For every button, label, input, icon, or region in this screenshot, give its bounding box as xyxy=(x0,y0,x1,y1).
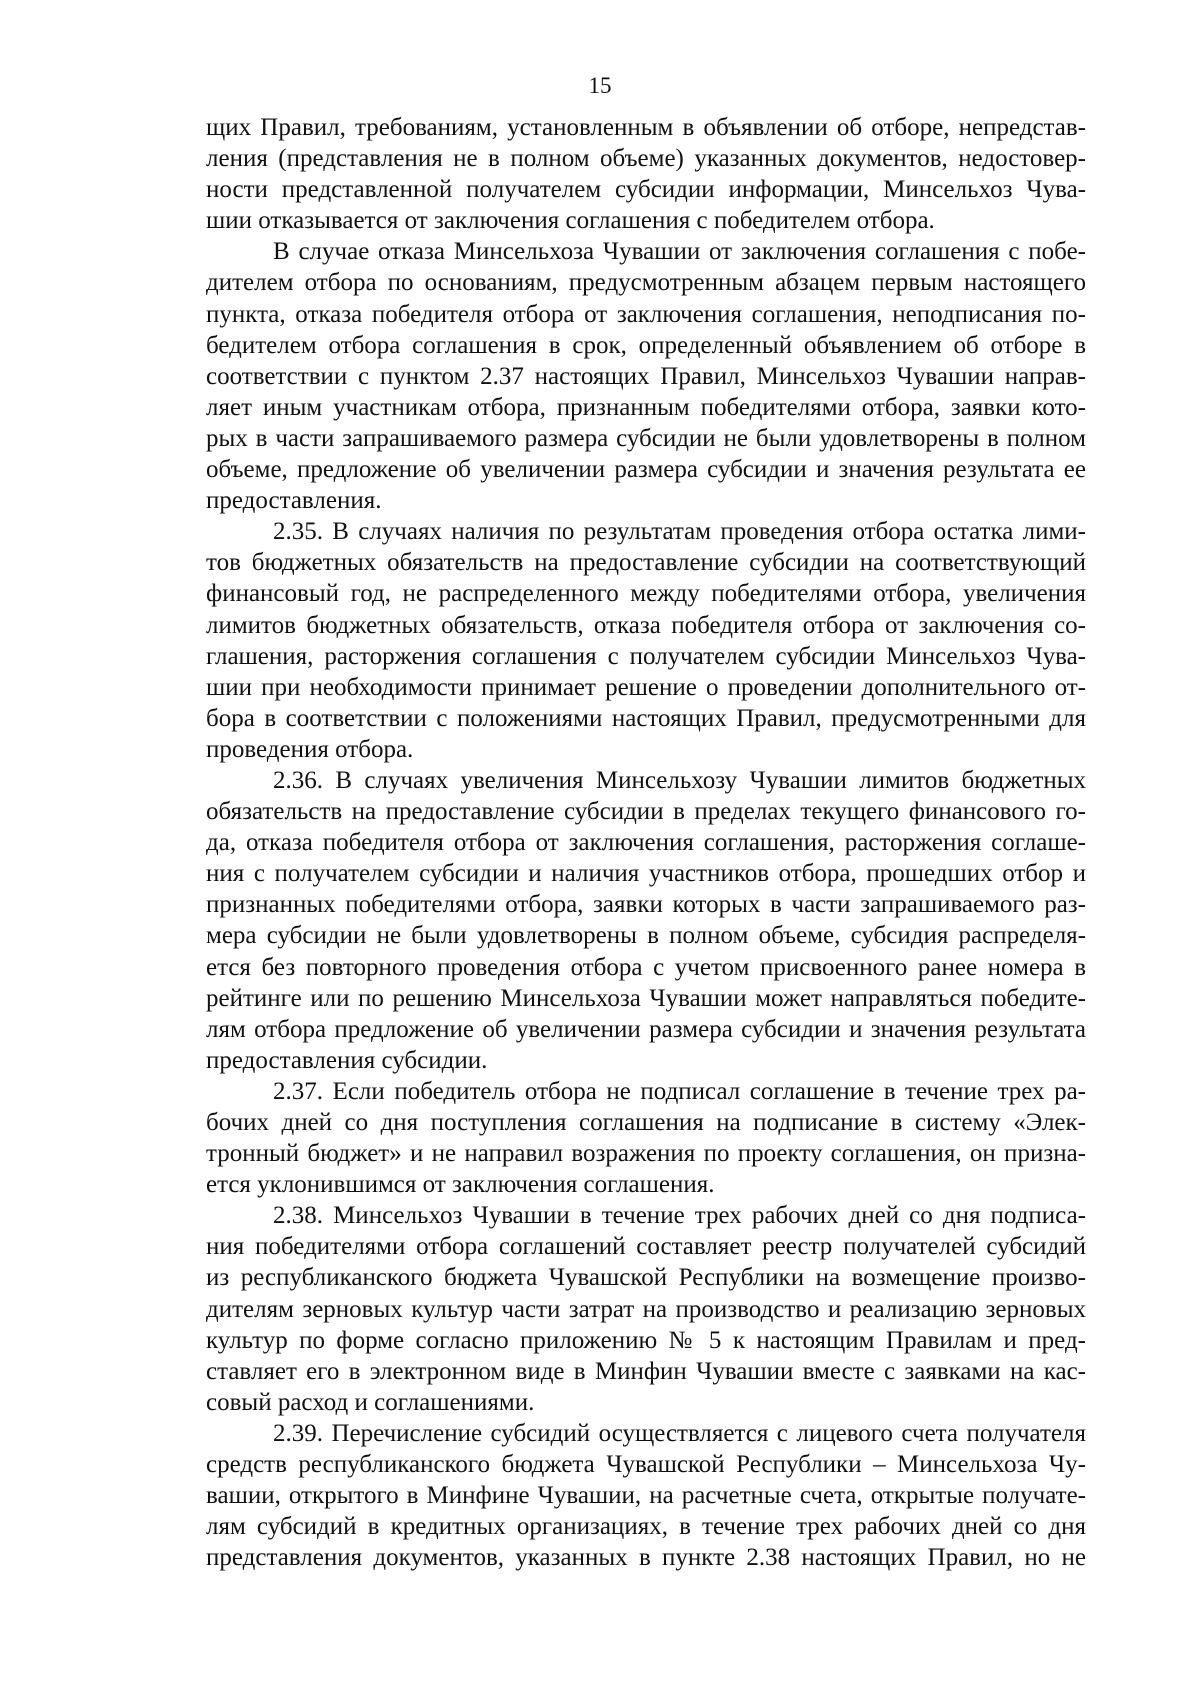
text-line: 2.37. Если победитель отбора не подписал соглашение в течение трех ра- xyxy=(273,1077,1086,1105)
text-line: ставляет его в электронном виде в Минфин Чувашии вместе с заявками на кас- xyxy=(206,1357,1086,1385)
text-line: лимитов бюджетных обязательств, отказа победителя отбора от заключения со- xyxy=(206,611,1086,639)
text-line: тронный бюджет» и не направил возражения по проекту соглашения, он призна- xyxy=(206,1140,1086,1168)
text-line: ния победителями отбора соглашений составляет реестр получателей субсидий xyxy=(206,1233,1086,1261)
text-line: щих Правил, требованиям, установленным в объявлении об отборе, непредстав- xyxy=(206,114,1086,141)
text-line: соответствии с пунктом 2.37 настоящих Правил, Минсельхоз Чувашии направ- xyxy=(206,362,1086,390)
text-line: лям отбора предложение об увеличении размера субсидии и значения результата xyxy=(206,1015,1086,1043)
text-line: 2.39. Перечисление субсидий осуществляется с лицевого счета получателя xyxy=(273,1419,1086,1447)
text-line: пункта, отказа победителя отбора от заключения соглашения, неподписания по- xyxy=(206,300,1086,328)
text-line: культур по форме согласно приложению № 5 к настоящим Правилам и пред- xyxy=(206,1326,1086,1354)
paragraph xyxy=(206,516,1086,765)
text-line: ляет иным участникам отбора, признанным победителями отбора, заявки кото- xyxy=(206,393,1086,421)
document-body xyxy=(206,112,1086,1573)
paragraph xyxy=(206,1076,1086,1200)
text-line: 2.35. В случаях наличия по результатам проведения отбора остатка лими- xyxy=(273,518,1086,546)
paragraph xyxy=(206,1418,1086,1573)
text-line: рых в части запрашиваемого размера субсидии не были удовлетворены в полном xyxy=(206,424,1086,452)
page-number: 15 xyxy=(588,73,612,98)
paragraph xyxy=(206,112,1086,236)
text-line: лям субсидий в кредитных организациях, в течение трех рабочих дней со дня xyxy=(206,1513,1086,1541)
text-line: проведения отбора. xyxy=(206,735,414,763)
text-line: бедителем отбора соглашения в срок, определенный объявлением об отборе в xyxy=(206,331,1086,359)
text-line: представления документов, указанных в пункте 2.38 настоящих Правил, но не xyxy=(206,1544,1086,1572)
text-line: признанных победителями отбора, заявки которых в части запрашиваемого раз- xyxy=(206,891,1086,919)
paragraph xyxy=(206,236,1086,516)
text-line: ности представленной получателем субсидии информации, Минсельхоз Чува- xyxy=(206,176,1086,204)
text-line: совый расход и соглашениями. xyxy=(206,1388,535,1416)
text-line: ления (представления не в полном объеме) указанных документов, недостовер- xyxy=(206,145,1086,173)
text-line: 2.38. Минсельхоз Чувашии в течение трех рабочих дней со дня подписа- xyxy=(273,1202,1086,1230)
text-line: ется уклонившимся от заключения соглашения. xyxy=(206,1171,715,1199)
text-line: бочих дней со дня поступления соглашения на подписание в систему «Элек- xyxy=(206,1109,1086,1136)
text-line: мера субсидии не были удовлетворены в полном объеме, субсидия распределя- xyxy=(206,922,1086,950)
text-line: объеме, предложение об увеличении размера субсидии и значения результата ее xyxy=(206,456,1086,484)
text-line: шии отказывается от заключения соглашения с победителем отбора. xyxy=(206,207,935,235)
text-line: обязательств на предоставление субсидии в пределах текущего финансового го- xyxy=(206,798,1086,826)
text-line: предоставления. xyxy=(206,487,382,515)
text-line: бора в соответствии с положениями настоящих Правил, предусмотренными для xyxy=(206,704,1086,732)
paragraph xyxy=(206,1200,1086,1418)
text-line: тов бюджетных обязательств на предоставление субсидии на соответствующий xyxy=(206,549,1086,577)
text-line: 2.36. В случаях увеличения Минсельхозу Чувашии лимитов бюджетных xyxy=(273,766,1086,794)
text-line: предоставления субсидии. xyxy=(206,1046,488,1074)
text-line: из республиканского бюджета Чувашской Республики на возмещение произво- xyxy=(206,1264,1086,1292)
text-line: да, отказа победителя отбора от заключения соглашения, расторжения соглаше- xyxy=(206,829,1086,857)
text-line: ется без повторного проведения отбора с учетом присвоенного ранее номера в xyxy=(206,953,1086,981)
text-line: дителем отбора по основаниям, предусмотренным абзацем первым настоящего xyxy=(206,269,1086,297)
text-line: глашения, расторжения соглашения с получателем субсидии Минсельхоз Чува- xyxy=(206,642,1086,670)
paragraph xyxy=(206,765,1086,1076)
text-line: финансовый год, не распределенного между победителями отбора, увеличения xyxy=(206,580,1086,608)
text-line: дителям зерновых культур части затрат на производство и реализацию зерновых xyxy=(206,1295,1086,1323)
text-line: шии при необходимости принимает решение о проведении дополнительного от- xyxy=(206,673,1086,701)
text-line: вашии, открытого в Минфине Чувашии, на расчетные счета, открытые получате- xyxy=(206,1482,1086,1510)
text-line: средств республиканского бюджета Чувашской Республики – Минсельхоза Чу- xyxy=(206,1451,1086,1479)
text-line: ния с получателем субсидии и наличия участников отбора, прошедших отбор и xyxy=(206,860,1086,888)
text-line: В случае отказа Минсельхоза Чувашии от заключения соглашения с побе- xyxy=(273,238,1086,266)
text-line: рейтинге или по решению Минсельхоза Чувашии может направляться победите- xyxy=(206,984,1086,1012)
